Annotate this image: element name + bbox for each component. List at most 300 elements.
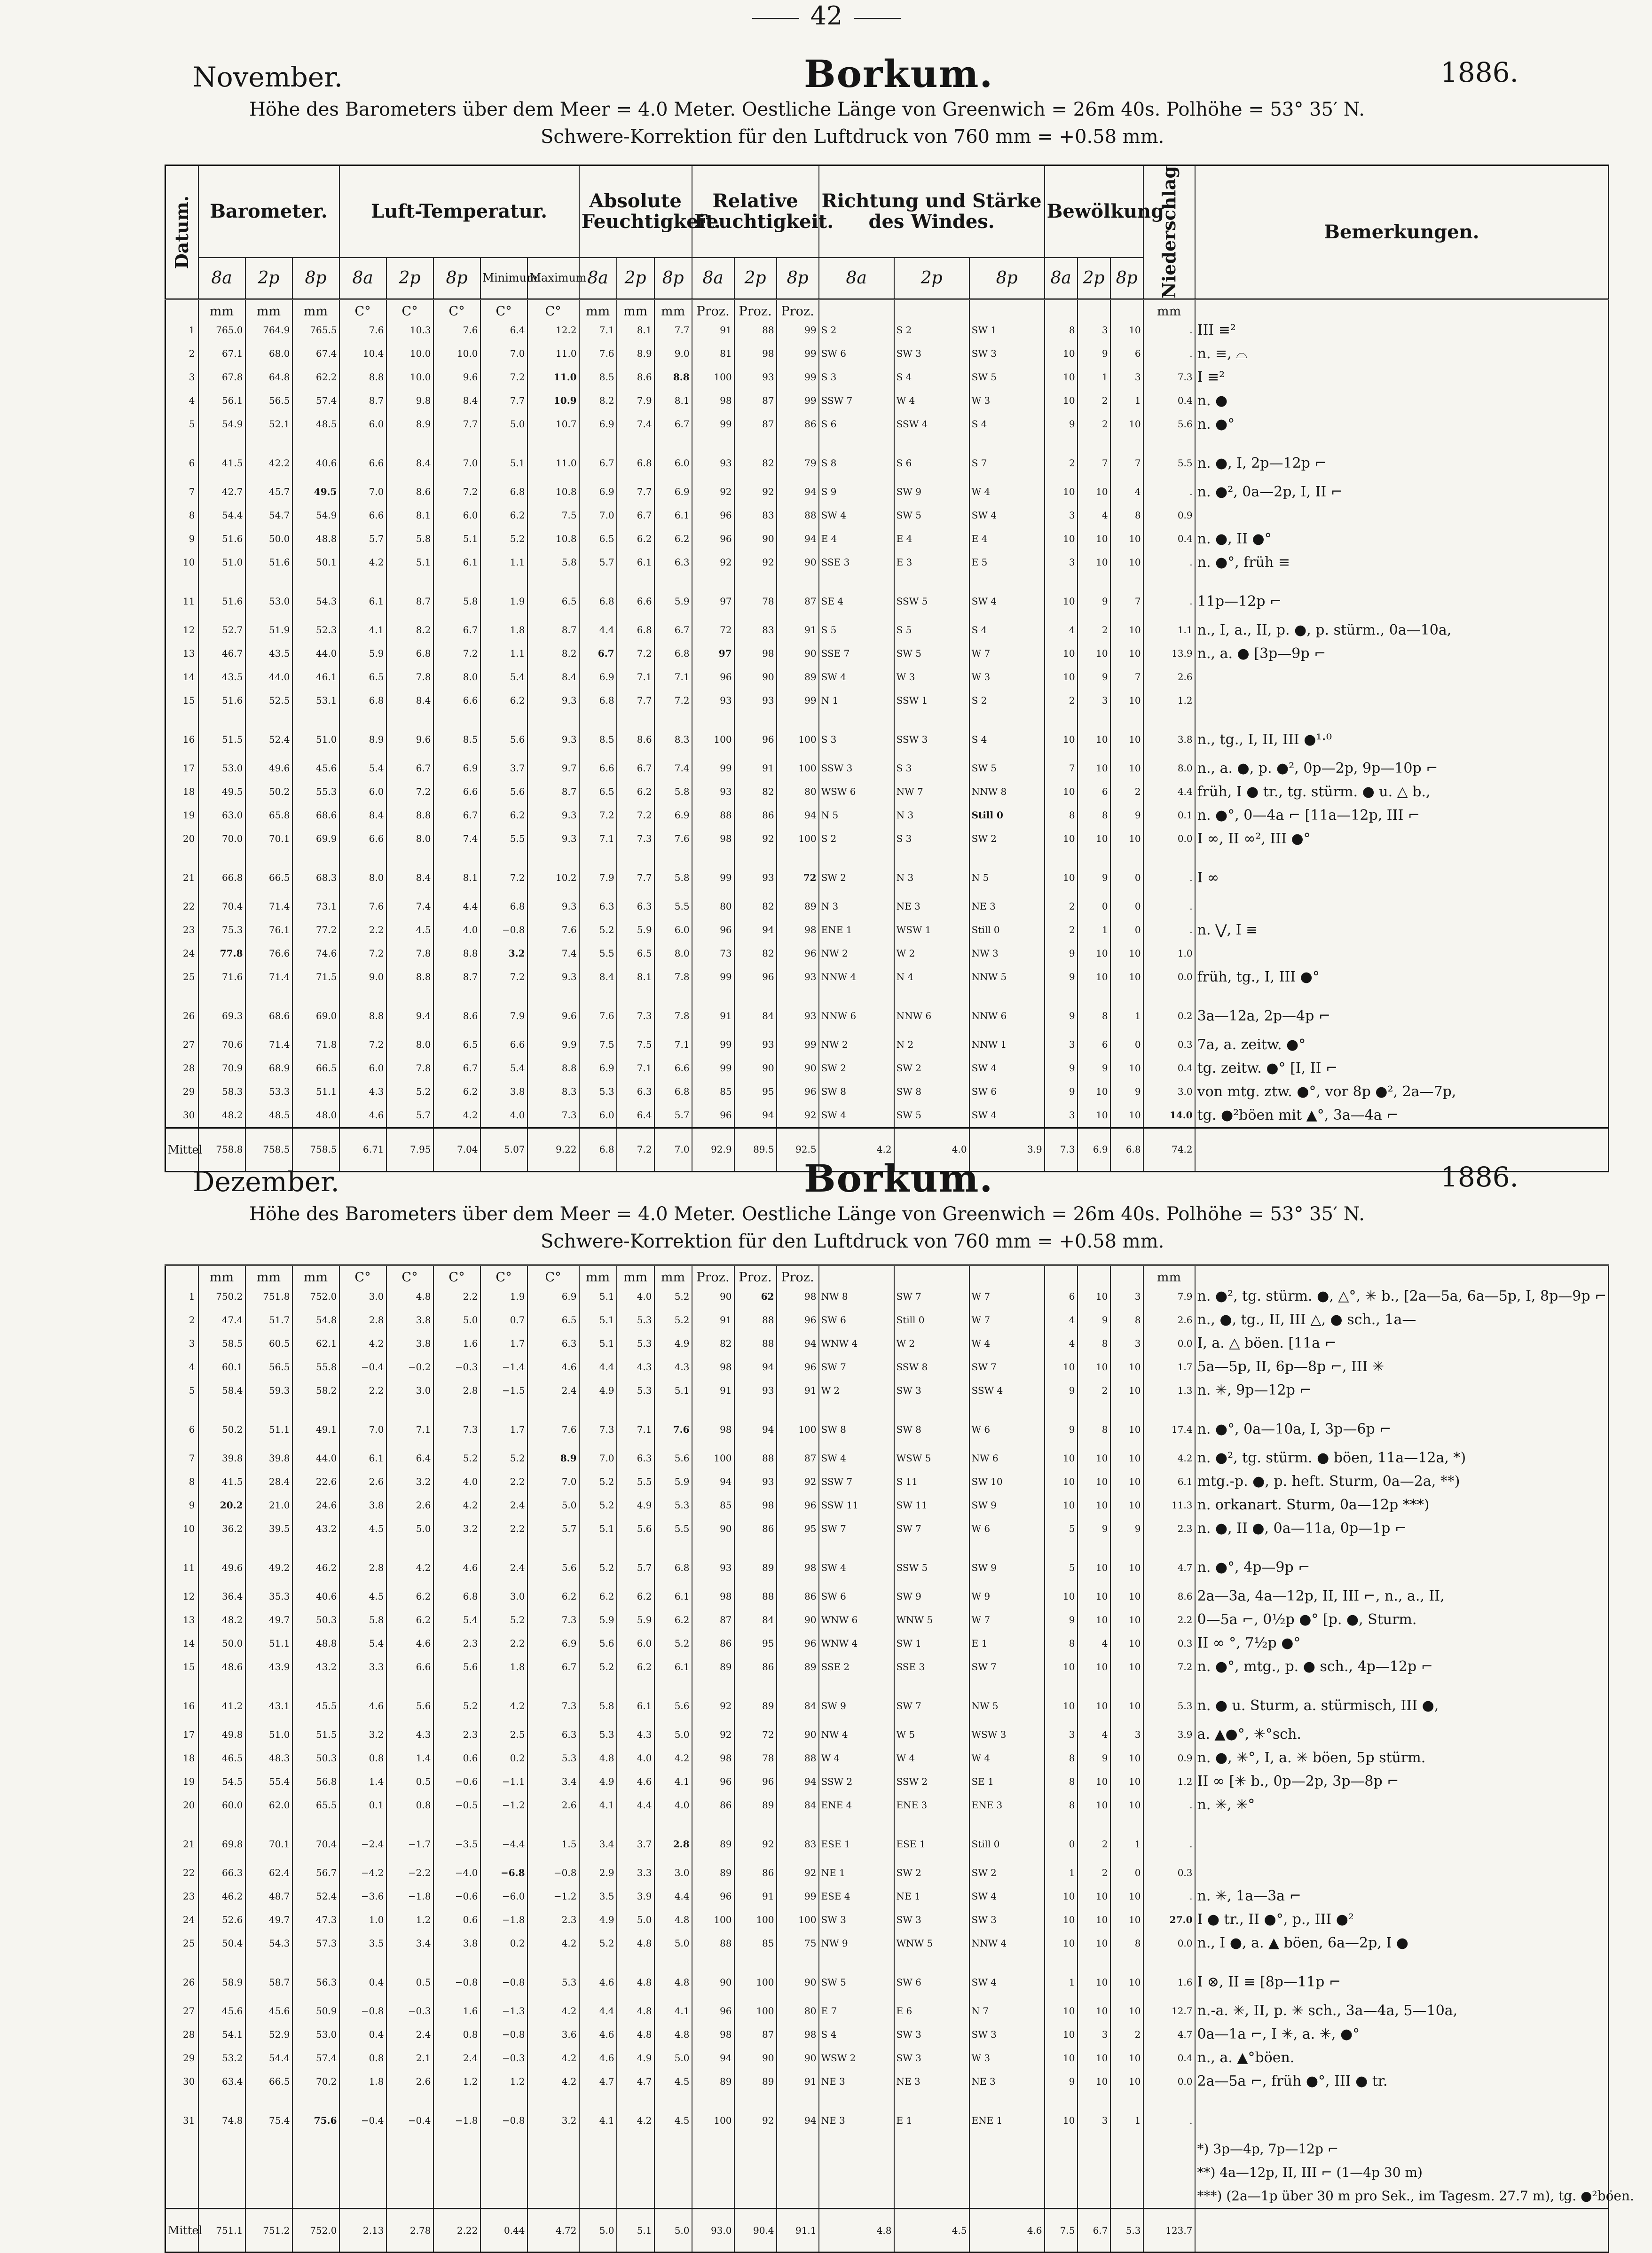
cell-remarks: n.-a. ✳, II, p. ✳ sch., 3a—4a, 5—10a, [1195,1999,1609,2023]
cell-wind-2p: SW 3 [894,1379,969,1402]
cell-temp-max: 8.7 [527,780,579,804]
cell-baro-2p: 42.2 [245,436,292,480]
cell-remarks: n. ●², tg. stürm. ●, △°, ✳ b., [2a—5a, 6a—5p, I, 8p—9p ⌐ [1195,1285,1609,1308]
cell-temp-8p: 7.3 [433,1402,480,1446]
cell-cloud-8p: 0 [1110,918,1143,942]
table-row [165,1955,1609,1999]
mean-temp-8p: 2.22 [433,2209,480,2253]
cell-temp-8a: 6.0 [339,780,386,804]
cell-abs-8a: 4.4 [579,1355,617,1379]
subheader-abs-8a: 8a [579,258,617,299]
cell-temp-8p: 4.2 [433,1493,480,1517]
cell-cloud-2p: 10 [1078,1655,1110,1679]
cell-empty [527,2137,579,2161]
cell-temp-min: 3.8 [480,1080,527,1104]
cell-temp-2p: 9.8 [386,389,433,413]
cell-rel-2p: 98 [734,642,777,666]
cell-temp-max: 4.6 [527,1355,579,1379]
cell-baro-8p: 50.1 [292,551,339,574]
cell-temp-2p: 3.4 [386,1931,433,1955]
cell-cloud-2p: 7 [1078,436,1110,480]
cell-temp-8a: 6.5 [339,666,386,689]
mean-row [165,2209,1609,2253]
cell-wind-8p: WSW 3 [969,1723,1045,1746]
cell-baro-8a: 58.5 [198,1332,245,1355]
cell-baro-8a: 46.5 [198,1746,245,1770]
cell-cloud-2p: 4 [1078,1632,1110,1655]
cell-cloud-8a: 9 [1045,966,1078,989]
cell-rel-8a: 89 [692,2070,734,2093]
table-row [165,1379,1609,1402]
table-row [165,689,1609,713]
cell-empty [339,2161,386,2184]
cell-remarks: tg. zeitw. ●° [I, II ⌐ [1195,1057,1609,1080]
cell-wind-8a: SSW 7 [819,1470,894,1493]
cell-precip: 27.0 [1143,1908,1195,1931]
cell-wind-8a: W 2 [819,1379,894,1402]
cell-baro-2p: 50.0 [245,527,292,551]
cell-wind-8a: NNW 6 [819,989,894,1033]
cell-baro-8a: 39.8 [198,1446,245,1470]
cell-cloud-8a: 9 [1045,1057,1078,1080]
unit-wind-8p [969,1265,1045,1285]
cell-abs-8p: 6.2 [654,1608,692,1632]
cell-wind-8p: SW 7 [969,1355,1045,1379]
cell-cloud-8a: 10 [1045,1679,1078,1723]
cell-baro-8a: 51.6 [198,689,245,713]
cell-temp-8p: 6.7 [433,804,480,827]
cell-day: 20 [165,1793,198,1817]
cell-baro-8p: 51.5 [292,1723,339,1746]
cell-precip: 7.3 [1143,366,1195,389]
cell-cloud-2p: 10 [1078,1931,1110,1955]
cell-temp-min: −6.8 [480,1861,527,1884]
cell-temp-2p: 10.3 [386,319,433,342]
cell-wind-8p: W 7 [969,1285,1045,1308]
cell-remarks: n. ● [1195,389,1609,413]
cell-wind-8p: SW 7 [969,1655,1045,1679]
cell-cloud-8a: 1 [1045,1955,1078,1999]
cell-wind-8a: NW 2 [819,1033,894,1057]
cell-abs-8p: 5.8 [654,851,692,895]
cell-temp-max: 8.4 [527,666,579,689]
cell-temp-min: 6.8 [480,895,527,918]
cell-temp-8p: −3.5 [433,1817,480,1861]
cell-baro-8a: 52.6 [198,1908,245,1931]
cell-rel-2p: 92 [734,827,777,851]
station-title: Borkum. [804,52,994,96]
cell-baro-8p: 56.3 [292,1955,339,1999]
cell-rel-8p: 93 [777,989,819,1033]
cell-baro-2p: 39.8 [245,1446,292,1470]
cell-cloud-8p: 10 [1110,619,1143,642]
cell-precip: 6.1 [1143,1470,1195,1493]
cell-precip: . [1143,574,1195,619]
cell-temp-min: 6.8 [480,480,527,504]
cell-baro-8a: 43.5 [198,666,245,689]
cell-baro-2p: 62.4 [245,1861,292,1884]
cell-rel-8p: 90 [777,1723,819,1746]
cell-empty [819,2137,894,2161]
table-row [165,1493,1609,1517]
cell-wind-2p: SW 5 [894,642,969,666]
cell-temp-min: 6.2 [480,804,527,827]
cell-day: 19 [165,1770,198,1793]
cell-abs-2p: 7.2 [617,642,654,666]
mean-wind-2p: 4.5 [894,2209,969,2253]
cell-wind-8p: SW 4 [969,504,1045,527]
cell-baro-2p: 751.8 [245,1285,292,1308]
cell-cloud-8p: 8 [1110,1308,1143,1332]
cell-day: 6 [165,1402,198,1446]
cell-rel-8a: 88 [692,1931,734,1955]
cell-abs-8p: 6.8 [654,642,692,666]
cell-precip: 1.1 [1143,619,1195,642]
cell-abs-8a: 7.0 [579,1446,617,1470]
cell-wind-8a: SW 4 [819,1104,894,1128]
cell-temp-min: 2.2 [480,1632,527,1655]
cell-temp-8p: 7.4 [433,827,480,851]
unit-wind-8a [819,1265,894,1285]
unit-day [165,299,198,319]
cell-precip: 0.2 [1143,989,1195,1033]
cell-cloud-8p: 7 [1110,574,1143,619]
cell-abs-8p: 7.1 [654,1033,692,1057]
cell-rel-8a: 100 [692,366,734,389]
section-november [165,42,1537,1156]
table-row [165,1793,1609,1817]
cell-abs-8a: 6.2 [579,1585,617,1608]
cell-cloud-2p: 3 [1078,2093,1110,2137]
cell-rel-8p: 99 [777,366,819,389]
cell-empty [480,2184,527,2209]
mean-abs-2p: 5.1 [617,2209,654,2253]
cell-wind-8a: SW 2 [819,1057,894,1080]
cell-day: 26 [165,1955,198,1999]
cell-rel-8p: 93 [777,966,819,989]
cell-abs-2p: 7.1 [617,666,654,689]
cell-day: 30 [165,2070,198,2093]
cell-cloud-8p: 10 [1110,1955,1143,1999]
cell-wind-8a: WNW 4 [819,1332,894,1355]
cell-baro-2p: 66.5 [245,2070,292,2093]
cell-empty [386,2137,433,2161]
cell-baro-8p: 53.1 [292,689,339,713]
cell-wind-8p: S 2 [969,689,1045,713]
cell-temp-8a: 4.2 [339,1332,386,1355]
cell-temp-8a: 8.0 [339,851,386,895]
subheader-wind-8a: 8a [819,258,894,299]
cell-wind-8p: W 4 [969,1746,1045,1770]
cell-cloud-8a: 4 [1045,619,1078,642]
cell-baro-8p: 66.5 [292,1057,339,1080]
cell-precip: 5.3 [1143,1679,1195,1723]
cell-temp-2p: −0.3 [386,1999,433,2023]
cell-temp-8p: 6.0 [433,504,480,527]
cell-temp-max: 4.2 [527,2046,579,2070]
cell-baro-8a: 45.6 [198,1999,245,2023]
unit-rel-2p: Proz. [734,1265,777,1285]
cell-wind-2p: SW 7 [894,1679,969,1723]
cell-rel-8p: 98 [777,918,819,942]
cell-baro-2p: 54.7 [245,504,292,527]
cell-temp-max: 5.0 [527,1493,579,1517]
cell-temp-max: 10.9 [527,389,579,413]
footnote: ***) (2a—1p über 30 m pro Sek., im Tagesm. 27.7 m), tg. ●²böen. [1195,2184,1609,2209]
cell-wind-8p: NNW 6 [969,989,1045,1033]
cell-wind-2p: NE 3 [894,895,969,918]
cell-temp-2p: 7.8 [386,942,433,966]
cell-rel-8p: 100 [777,1402,819,1446]
cell-rel-2p: 82 [734,895,777,918]
unit-rel-8p: Proz. [777,1265,819,1285]
cell-temp-8p: 6.6 [433,689,480,713]
cell-baro-8p: 68.6 [292,804,339,827]
cell-cloud-8a: 2 [1045,436,1078,480]
subheader-rel-2p: 2p [734,258,777,299]
cell-rel-8p: 94 [777,527,819,551]
footnote: *) 3p—4p, 7p—12p ⌐ [1195,2137,1609,2161]
cell-cloud-8a: 10 [1045,2093,1078,2137]
cell-abs-8a: 7.9 [579,851,617,895]
cell-cloud-2p: 6 [1078,780,1110,804]
cell-baro-8p: 48.8 [292,1632,339,1655]
cell-abs-8a: 5.3 [579,1080,617,1104]
cell-cloud-2p: 6 [1078,1033,1110,1057]
cell-wind-8p: W 6 [969,1517,1045,1540]
cell-temp-8a: 2.2 [339,1379,386,1402]
table-row [165,1033,1609,1057]
cell-temp-max: 5.3 [527,1955,579,1999]
year-label: 1886. [1440,56,1518,88]
cell-abs-2p: 6.8 [617,436,654,480]
table-row [165,1540,1609,1585]
cell-precip: 5.5 [1143,436,1195,480]
cell-temp-max: 10.8 [527,527,579,551]
cell-temp-2p: −2.2 [386,1861,433,1884]
cell-temp-2p: 8.4 [386,436,433,480]
cell-abs-8p: 4.5 [654,2093,692,2137]
cell-empty [433,2137,480,2161]
unit-wind-2p [894,1265,969,1285]
cell-wind-2p: WSW 1 [894,918,969,942]
unit-temp-8a: C° [339,299,386,319]
cell-cloud-8p: 1 [1110,2093,1143,2137]
cell-baro-8p: 45.6 [292,757,339,780]
cell-baro-8a: 63.4 [198,2070,245,2093]
unit-wind-8p [969,299,1045,319]
cell-temp-2p: 4.6 [386,1632,433,1655]
cell-cloud-2p: 10 [1078,1770,1110,1793]
subheader-wind-8p: 8p [969,258,1045,299]
cell-temp-2p: 2.4 [386,2023,433,2046]
cell-rel-8a: 96 [692,666,734,689]
cell-temp-min: 5.2 [480,1446,527,1470]
table-row [165,1104,1609,1128]
mean-abs-8a: 6.8 [579,1128,617,1171]
cell-precip: 3.8 [1143,713,1195,757]
cell-temp-8p: 6.9 [433,757,480,780]
cell-baro-8p: 62.2 [292,366,339,389]
table-row [165,1908,1609,1931]
table-row [165,1446,1609,1470]
cell-cloud-2p: 9 [1078,342,1110,366]
cell-remarks: n., tg., I, II, III ●¹·⁰ [1195,713,1609,757]
cell-day: 15 [165,1655,198,1679]
cell-rel-8a: 99 [692,757,734,780]
cell-day: 18 [165,780,198,804]
cell-empty [777,2161,819,2184]
cell-precip: 0.3 [1143,1033,1195,1057]
mean-precip: 74.2 [1143,1128,1195,1171]
cell-cloud-2p: 9 [1078,851,1110,895]
cell-abs-2p: 6.3 [617,1080,654,1104]
cell-baro-8a: 75.3 [198,918,245,942]
cell-rel-8p: 96 [777,1632,819,1655]
cell-abs-8a: 6.9 [579,480,617,504]
cell-cloud-2p: 10 [1078,527,1110,551]
cell-baro-8a: 58.3 [198,1080,245,1104]
cell-cloud-2p: 10 [1078,642,1110,666]
cell-rel-8p: 96 [777,942,819,966]
cell-rel-2p: 96 [734,713,777,757]
cell-cloud-8a: 10 [1045,2023,1078,2046]
header-wind: Richtung und Stärke des Windes. [819,165,1045,258]
cell-baro-8p: 52.3 [292,619,339,642]
cell-wind-8p: E 1 [969,1632,1045,1655]
cell-temp-8p: 3.8 [433,1931,480,1955]
cell-wind-2p: SW 2 [894,1057,969,1080]
cell-remarks: I ∞ [1195,851,1609,895]
cell-rel-8a: 98 [692,389,734,413]
cell-baro-8a: 66.3 [198,1861,245,1884]
cell-abs-2p: 4.9 [617,2046,654,2070]
cell-baro-8a: 49.8 [198,1723,245,1746]
cell-wind-8p: SW 5 [969,757,1045,780]
cell-baro-8a: 70.4 [198,895,245,918]
cell-abs-8a: 6.7 [579,642,617,666]
cell-temp-min: 7.2 [480,851,527,895]
cell-empty [777,2137,819,2161]
cell-abs-8a: 5.2 [579,1493,617,1517]
cell-cloud-2p: 0 [1078,895,1110,918]
cell-temp-2p: 6.7 [386,757,433,780]
cell-temp-max: 11.0 [527,342,579,366]
cell-cloud-8a: 5 [1045,1540,1078,1585]
cell-abs-8a: 5.2 [579,918,617,942]
mean-rel-8p: 92.5 [777,1128,819,1171]
cell-temp-8a: 6.6 [339,436,386,480]
cell-temp-max: 6.3 [527,1723,579,1746]
cell-rel-8a: 98 [692,1746,734,1770]
cell-cloud-2p: 4 [1078,1723,1110,1746]
cell-temp-min: −4.4 [480,1817,527,1861]
cell-temp-min: −1.4 [480,1355,527,1379]
cell-empty [692,2137,734,2161]
cell-wind-8a: SW 7 [819,1355,894,1379]
cell-rel-8p: 99 [777,389,819,413]
cell-rel-8p: 100 [777,827,819,851]
cell-abs-8p: 6.1 [654,1655,692,1679]
mean-abs-2p: 7.2 [617,1128,654,1171]
cell-cloud-2p: 10 [1078,966,1110,989]
cell-temp-8p: 10.0 [433,342,480,366]
cell-day: 19 [165,804,198,827]
cell-empty [777,2184,819,2209]
cell-abs-8p: 4.8 [654,1908,692,1931]
cell-wind-8a: S 5 [819,619,894,642]
cell-temp-2p: 8.9 [386,413,433,436]
cell-rel-2p: 83 [734,619,777,642]
cell-wind-2p: E 1 [894,2093,969,2137]
cell-wind-8p: SW 1 [969,319,1045,342]
cell-cloud-8p: 10 [1110,757,1143,780]
cell-temp-8p: 7.7 [433,413,480,436]
cell-baro-8p: 765.5 [292,319,339,342]
cell-temp-8p: 2.4 [433,2046,480,2070]
cell-wind-8a: SSW 2 [819,1770,894,1793]
table-row [165,527,1609,551]
cell-rel-8a: 87 [692,1608,734,1632]
cell-rel-8a: 98 [692,827,734,851]
cell-rel-8a: 98 [692,1585,734,1608]
cell-baro-8a: 60.0 [198,1793,245,1817]
cell-baro-2p: 59.3 [245,1379,292,1402]
cell-rel-8p: 80 [777,780,819,804]
cell-temp-8p: −0.5 [433,1793,480,1817]
cell-baro-2p: 53.3 [245,1080,292,1104]
cell-precip: 4.2 [1143,1446,1195,1470]
cell-cloud-8p: 4 [1110,480,1143,504]
cell-rel-2p: 94 [734,1355,777,1379]
cell-day: 13 [165,1608,198,1632]
cell-cloud-2p: 10 [1078,1955,1110,1999]
cell-wind-8p: SW 4 [969,574,1045,619]
cell-temp-max: 7.6 [527,918,579,942]
cell-wind-8p: W 3 [969,2046,1045,2070]
cell-abs-8p: 4.5 [654,2070,692,2093]
cell-baro-2p: 65.8 [245,804,292,827]
cell-baro-8a: 74.8 [198,2093,245,2137]
header-absolute-humidity: Absolute Feuchtigkeit. [579,165,692,258]
cell-abs-2p: 6.7 [617,504,654,527]
cell-cloud-8p: 10 [1110,413,1143,436]
cell-temp-8a: −0.4 [339,1355,386,1379]
cell-baro-8a: 51.0 [198,551,245,574]
cell-abs-8p: 8.8 [654,366,692,389]
cell-baro-8a: 41.2 [198,1679,245,1723]
cell-cloud-2p: 3 [1078,319,1110,342]
cell-wind-2p: SW 2 [894,1861,969,1884]
cell-wind-8a: SSE 3 [819,551,894,574]
cell-temp-2p: 6.4 [386,1446,433,1470]
cell-cloud-8p: 3 [1110,1723,1143,1746]
cell-wind-8a: S 2 [819,827,894,851]
cell-baro-8a: 70.9 [198,1057,245,1080]
cell-wind-2p: SW 8 [894,1080,969,1104]
cell-wind-8a: SW 6 [819,1308,894,1332]
cell-temp-8a: 8.7 [339,389,386,413]
cell-abs-8a: 3.5 [579,1884,617,1908]
cell-precip: 8.0 [1143,757,1195,780]
cell-abs-2p: 8.6 [617,366,654,389]
cell-empty [734,2184,777,2209]
cell-day: 4 [165,389,198,413]
cell-baro-2p: 76.6 [245,942,292,966]
cell-temp-8a: 4.5 [339,1517,386,1540]
cell-rel-8a: 92 [692,480,734,504]
unit-cloud-8a [1045,299,1078,319]
